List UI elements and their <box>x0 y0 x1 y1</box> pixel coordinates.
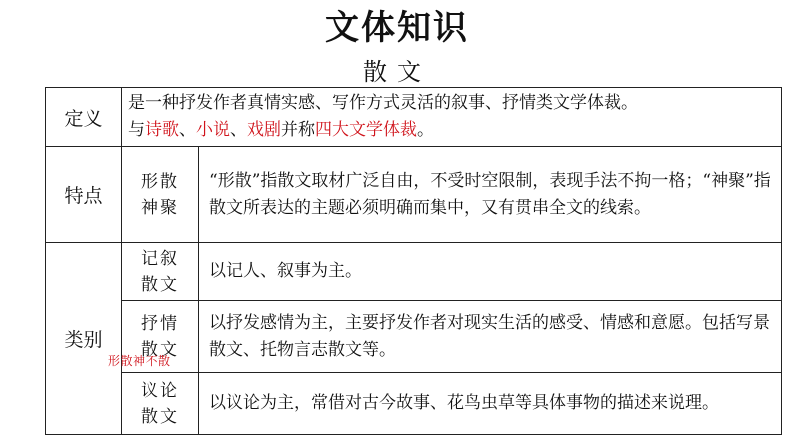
four-genres: 四大文学体裁 <box>315 120 417 140</box>
genre-poetry: 诗歌 <box>145 120 179 140</box>
definition-line-1: 是一种抒发作者真情实感、写作方式灵活的叙事、抒情类文学体裁。 <box>128 93 638 113</box>
features-row <box>46 147 782 243</box>
category-narrative-row <box>46 243 782 301</box>
definition-line-2: 与诗歌、小说、戏剧并称四大文学体裁。 <box>128 120 434 140</box>
definition-label: 定义 <box>46 88 122 147</box>
categories-label: 类别 <box>46 243 122 435</box>
lyrical-sublabel: 抒情 散文 <box>122 301 199 373</box>
definition-row <box>46 88 782 147</box>
features-label: 特点 <box>46 147 122 243</box>
argumentative-sublabel: 议论 散文 <box>122 373 199 435</box>
definition-text <box>122 88 782 147</box>
category-argumentative-row <box>46 373 782 435</box>
page-subtitle: 散文 <box>363 58 431 86</box>
features-text: “形散”指散文取材广泛自由，不受时空限制，表现手法不拘一格；“神聚”指散文所表达的主题必须明确而集中，又有贯串全文的线索。 <box>199 147 782 243</box>
annotation-note: 形散神不散 <box>108 354 171 368</box>
narrative-sublabel: 记叙 散文 <box>122 243 199 301</box>
argumentative-text: 以议论为主，常借对古今故事、花鸟虫草等具体事物的描述来说理。 <box>199 373 782 435</box>
narrative-text: 以记人、叙事为主。 <box>199 243 782 301</box>
genre-drama: 戏剧 <box>247 120 281 140</box>
lyrical-text: 以抒发感情为主，主要抒发作者对现实生活的感受、情感和意愿。包括写景散文、托物言志散文等。 <box>199 301 782 373</box>
features-sublabel: 形散 神聚 <box>122 147 199 243</box>
genre-novel: 小说 <box>196 120 230 140</box>
essay-knowledge-table <box>45 87 782 435</box>
page-title: 文体知识 <box>325 8 469 48</box>
